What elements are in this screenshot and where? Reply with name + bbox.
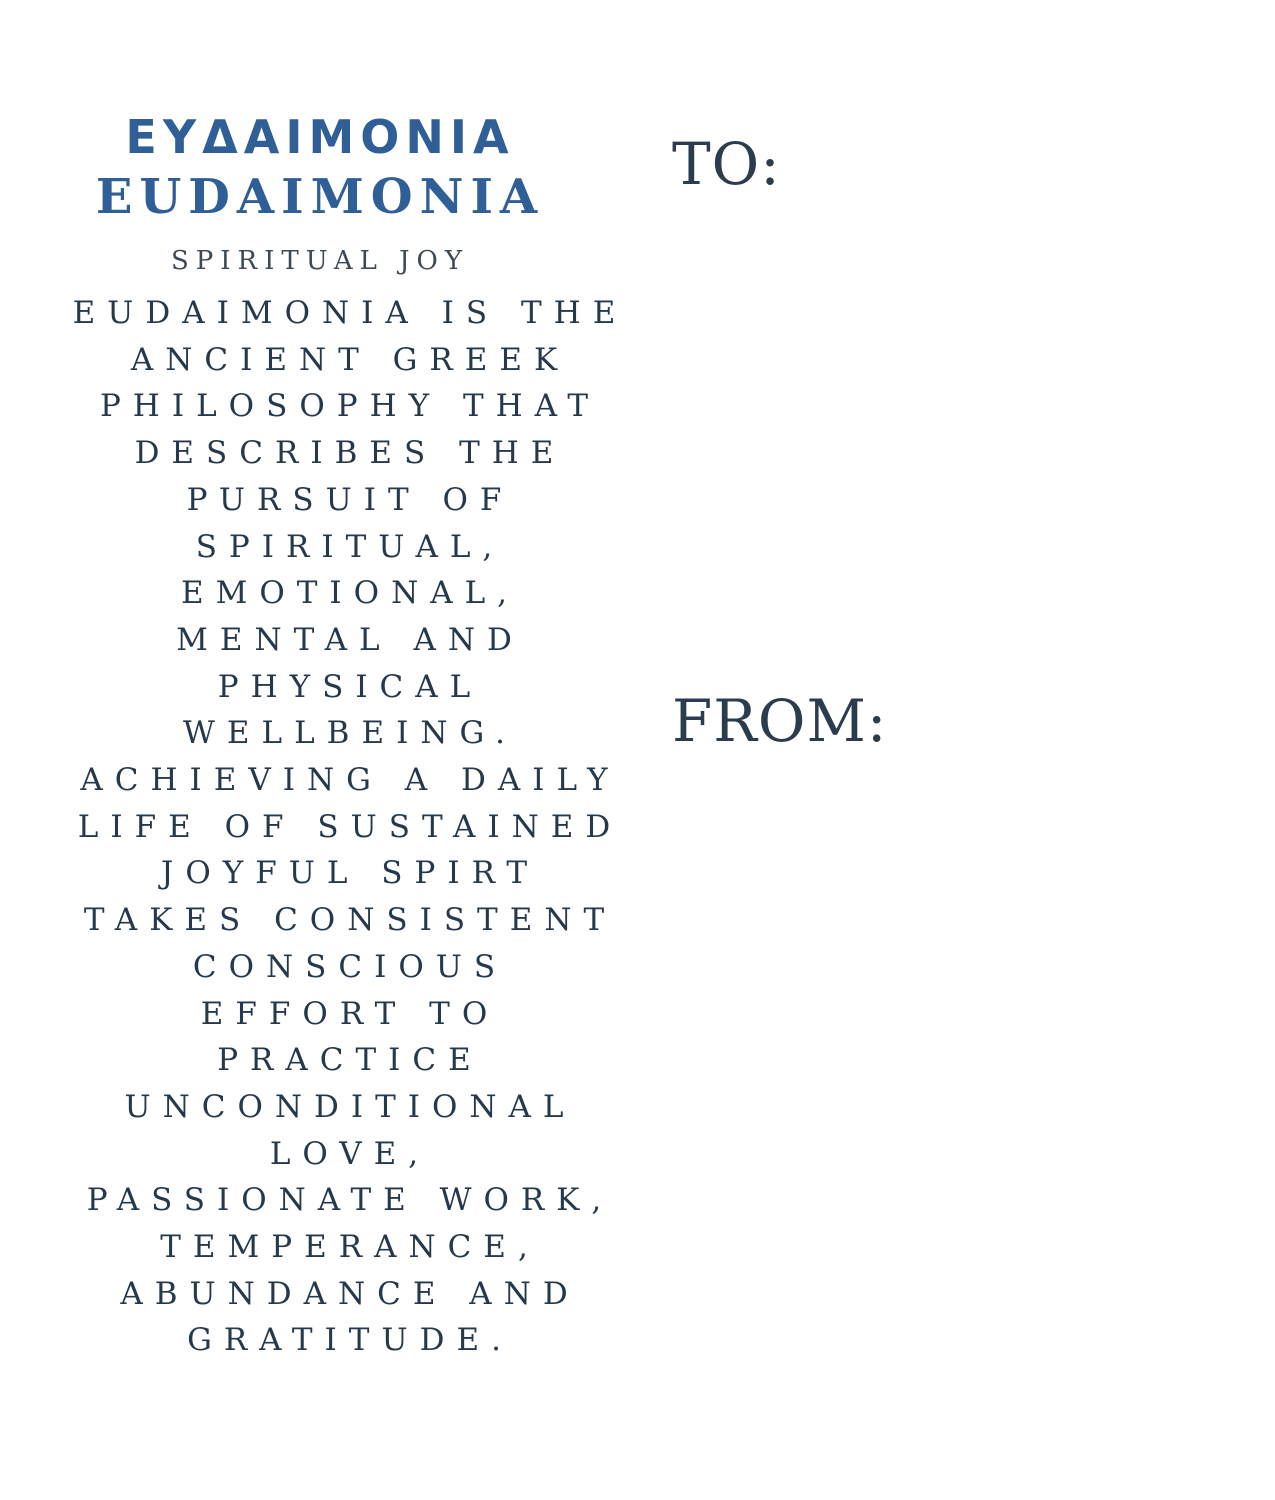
- description-line: EFFORT TO: [200, 995, 500, 1032]
- card-text-column: [40, 108, 660, 1364]
- description-line: ABUNDANCE AND: [120, 1275, 580, 1312]
- description-line: ANCIENT GREEK: [130, 341, 570, 378]
- description-line: PURSUIT OF: [186, 481, 514, 518]
- description-line: PASSIONATE WORK,: [86, 1182, 614, 1219]
- description-line: DESCRIBES THE: [134, 435, 566, 472]
- to-label: TO:: [672, 130, 781, 198]
- description-line: LOVE,: [269, 1135, 431, 1172]
- description-line: MENTAL AND: [176, 621, 524, 658]
- from-label: FROM:: [672, 687, 888, 755]
- description-line: PHILOSOPHY THAT: [99, 388, 601, 425]
- description: [40, 290, 660, 1364]
- description-line: PRACTICE: [217, 1042, 483, 1079]
- description-line: GRATITUDE.: [187, 1322, 513, 1359]
- title-latin: EUDAIMONIA: [95, 169, 545, 225]
- description-line: TEMPERANCE,: [160, 1229, 540, 1266]
- description-line: SPIRITUAL,: [195, 528, 505, 565]
- description-line: TAKES CONSISTENT: [83, 902, 617, 939]
- description-line: UNCONDITIONAL: [124, 1088, 576, 1125]
- description-line: EUDAIMONIA IS THE: [72, 295, 628, 331]
- description-line: CONSCIOUS: [192, 948, 508, 985]
- description-line: WELLBEING.: [183, 715, 517, 752]
- description-line: EMOTIONAL,: [180, 575, 520, 612]
- description-line: JOYFUL SPIRT: [160, 855, 540, 892]
- description-line: ACHIEVING A DAILY: [80, 762, 620, 799]
- title-greek: ΕΥΔΑΙΜΟΝΙΑ: [125, 110, 515, 164]
- description-line: LIFE OF SUSTAINED: [77, 808, 623, 845]
- description-line: PHYSICAL: [217, 668, 483, 705]
- subtitle: SPIRITUAL JOY: [170, 246, 470, 276]
